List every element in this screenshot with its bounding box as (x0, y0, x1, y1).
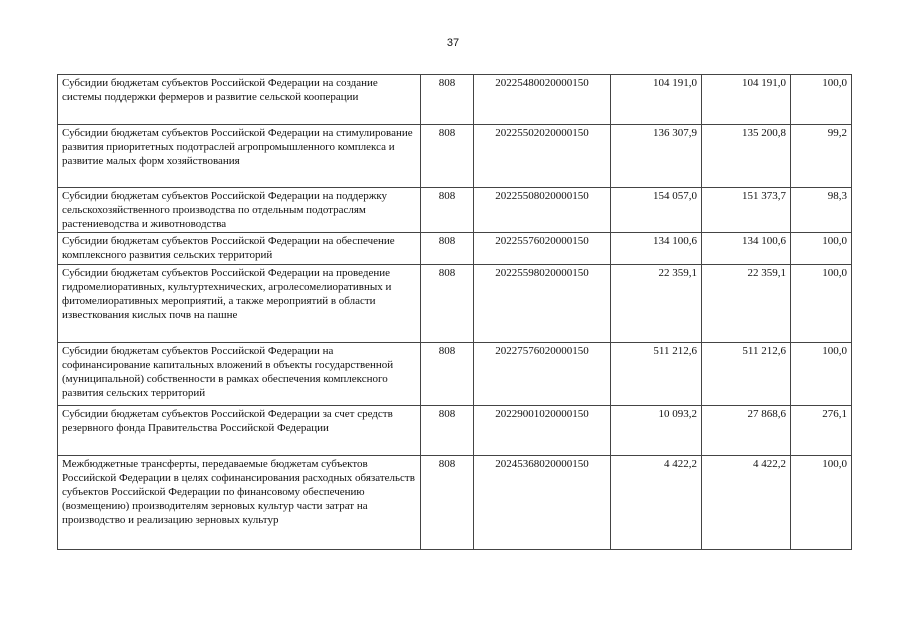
row-name-cell: Субсидии бюджетам субъектов Российской Федерации на создание системы поддержки фермеров и развитие сельской кооперации (58, 75, 421, 125)
percent-cell: 100,0 (791, 456, 852, 550)
executed-cell: 27 868,6 (702, 406, 791, 456)
kbk-cell: 20225598020000150 (474, 265, 611, 343)
row-name-cell: Субсидии бюджетам субъектов Российской Федерации на проведение гидромелиоративных, культуртехнических, агролесомелиоративных и фитомелиоративных мероприятий, а также мероприятий в области известкования кислых почв на пашне (58, 265, 421, 343)
table-row (58, 456, 852, 550)
table-row (58, 125, 852, 188)
kbk-cell: 20225502020000150 (474, 125, 611, 188)
executed-cell: 4 422,2 (702, 456, 791, 550)
admin-code-cell: 808 (421, 75, 474, 125)
admin-code-cell: 808 (421, 233, 474, 265)
table-row (58, 343, 852, 406)
admin-code-cell: 808 (421, 343, 474, 406)
page-number: 37 (446, 37, 460, 49)
kbk-cell: 20227576020000150 (474, 343, 611, 406)
row-name-cell: Субсидии бюджетам субъектов Российской Федерации на стимулирование развития приоритетных подотраслей агропромышленного комплекса и развитие малых форм хозяйствования (58, 125, 421, 188)
table-row (58, 406, 852, 456)
kbk-cell: 20229001020000150 (474, 406, 611, 456)
planned-cell: 4 422,2 (611, 456, 702, 550)
planned-cell: 104 191,0 (611, 75, 702, 125)
table-row (58, 188, 852, 233)
budget-table (57, 74, 852, 550)
planned-cell: 22 359,1 (611, 265, 702, 343)
kbk-cell: 20245368020000150 (474, 456, 611, 550)
percent-cell: 100,0 (791, 75, 852, 125)
admin-code-cell: 808 (421, 265, 474, 343)
row-name-cell: Субсидии бюджетам субъектов Российской Федерации на поддержку сельскохозяйственного производства по отдельным подотраслям растениеводства и животноводства (58, 188, 421, 233)
executed-cell: 135 200,8 (702, 125, 791, 188)
table-row (58, 75, 852, 125)
executed-cell: 151 373,7 (702, 188, 791, 233)
executed-cell: 511 212,6 (702, 343, 791, 406)
admin-code-cell: 808 (421, 456, 474, 550)
percent-cell: 276,1 (791, 406, 852, 456)
percent-cell: 100,0 (791, 265, 852, 343)
row-name-cell: Межбюджетные трансферты, передаваемые бюджетам субъектов Российской Федерации в целях софинансирования расходных обязательств субъектов Российской Федерации по финансовому обеспечению (возмещению) производителям зерновых культур части затрат на производство и реализацию зерновых культур (58, 456, 421, 550)
kbk-cell: 20225480020000150 (474, 75, 611, 125)
planned-cell: 134 100,6 (611, 233, 702, 265)
planned-cell: 511 212,6 (611, 343, 702, 406)
percent-cell: 99,2 (791, 125, 852, 188)
admin-code-cell: 808 (421, 406, 474, 456)
table-row (58, 265, 852, 343)
admin-code-cell: 808 (421, 125, 474, 188)
percent-cell: 100,0 (791, 233, 852, 265)
percent-cell: 100,0 (791, 343, 852, 406)
planned-cell: 136 307,9 (611, 125, 702, 188)
admin-code-cell: 808 (421, 188, 474, 233)
executed-cell: 22 359,1 (702, 265, 791, 343)
kbk-cell: 20225508020000150 (474, 188, 611, 233)
planned-cell: 154 057,0 (611, 188, 702, 233)
executed-cell: 134 100,6 (702, 233, 791, 265)
row-name-cell: Субсидии бюджетам субъектов Российской Федерации на софинансирование капитальных вложений в объекты государственной (муниципальной) собственности в рамках обеспечения комплексного развития сельских территорий (58, 343, 421, 406)
table-row (58, 233, 852, 265)
planned-cell: 10 093,2 (611, 406, 702, 456)
row-name-cell: Субсидии бюджетам субъектов Российской Федерации на обеспечение комплексного развития сельских территорий (58, 233, 421, 265)
executed-cell: 104 191,0 (702, 75, 791, 125)
kbk-cell: 20225576020000150 (474, 233, 611, 265)
percent-cell: 98,3 (791, 188, 852, 233)
row-name-cell: Субсидии бюджетам субъектов Российской Федерации за счет средств резервного фонда Правительства Российской Федерации (58, 406, 421, 456)
